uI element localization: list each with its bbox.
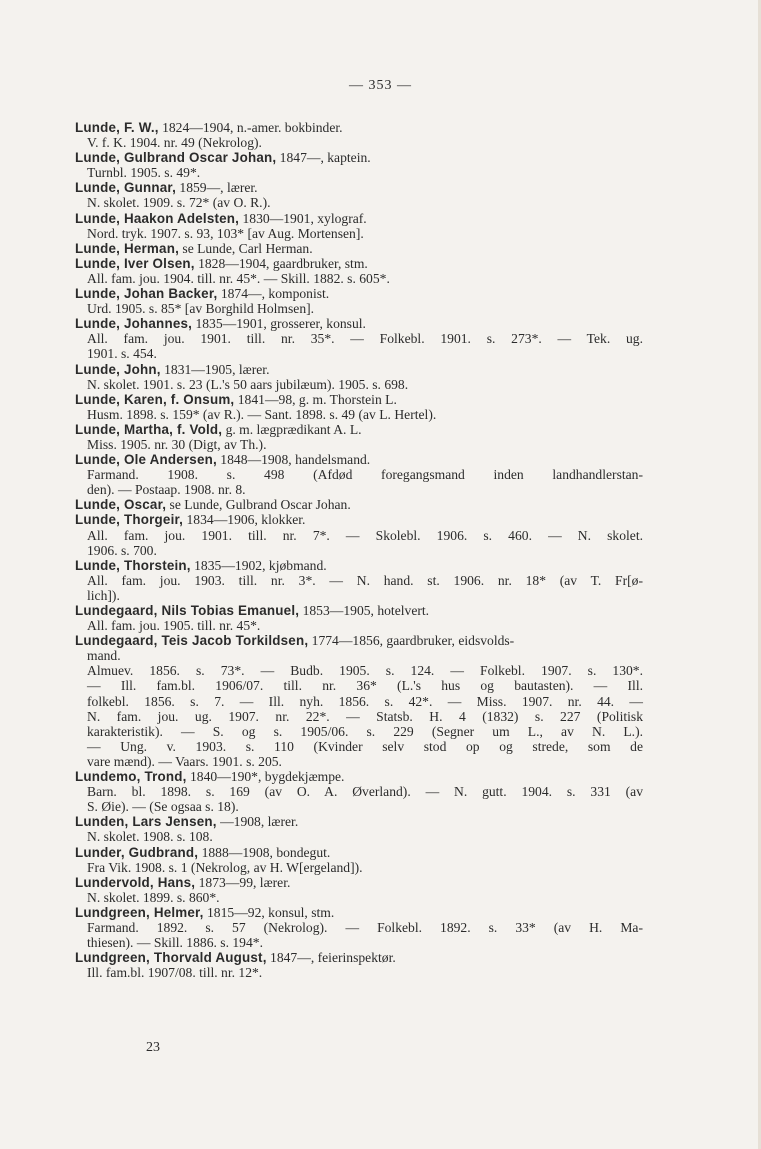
entry-reference-line: Barn. bl. 1898. s. 169 (av O. A. Øverland). — N. gutt. 1904. s. 331 (av — [87, 784, 643, 800]
entry-heading — [75, 286, 643, 301]
entry-reference-line: N. skolet. 1908. s. 108. — [87, 829, 213, 845]
entry-heading — [75, 845, 643, 860]
entry-heading — [75, 150, 643, 165]
entry-reference-line: thiesen). — Skill. 1886. s. 194*. — [87, 935, 263, 951]
entry-info: —1908, lærer. — [216, 814, 299, 830]
entry-name: Lundgreen, Helmer, — [75, 904, 204, 920]
entry-reference-line: N. skolet. 1901. s. 23 (L.'s 50 aars jubilæum). 1905. s. 698. — [87, 376, 409, 392]
entry — [75, 769, 643, 814]
entry-heading — [75, 558, 643, 573]
entry-reference-line: All. fam. jou. 1905. till. nr. 45*. — [87, 618, 261, 634]
entry-name: Lundegaard, Nils Tobias Emanuel, — [75, 603, 300, 618]
entry-name: Lunde, John, — [75, 361, 161, 377]
entry-heading — [75, 180, 643, 195]
entry-name: Lunde, Ole Andersen, — [75, 452, 217, 468]
entry-reference-line: Ill. fam.bl. 1907/08. till. nr. 12*. — [87, 965, 263, 981]
entry-info: 1847—, feierinspektør. — [266, 950, 396, 966]
entry-info: 1874—, komponist. — [217, 286, 330, 302]
entry-name: Lundegaard, Teis Jacob Torkildsen, — [75, 633, 309, 649]
entry-reference-line: — Ung. v. 1903. s. 110 (Kvinder selv stod op og strede, som de — [87, 738, 643, 754]
entry-info: 1824—1904, n.-amer. bokbinder. — [158, 120, 343, 135]
entry-reference-line: lich]). — [87, 587, 120, 603]
entry-info: 1834—1906, klokker. — [183, 512, 306, 528]
entry-heading — [75, 950, 643, 965]
entry — [75, 497, 643, 512]
entry-reference-line: Miss. 1905. nr. 30 (Digt, av Th.). — [87, 436, 267, 452]
entry-reference-line: N. skolet. 1909. s. 72* (av O. R.). — [87, 195, 271, 211]
entry-name: Lunde, Oscar, — [75, 497, 167, 513]
entry-name: Lundervold, Hans, — [75, 874, 196, 890]
entry-info: 1853—1905, hotelvert. — [299, 603, 430, 618]
entry — [75, 241, 643, 256]
entry-name: Lunde, Johannes, — [75, 316, 193, 332]
entry-info: 1831—1905, lærer. — [160, 361, 270, 377]
entry-info: 1835—1902, kjøbmand. — [190, 557, 327, 573]
entry-reference-line: Urd. 1905. s. 85* [av Borghild Holmsen]. — [87, 301, 315, 317]
entry-reference-line: Turnbl. 1905. s. 49*. — [87, 165, 201, 181]
entry-heading — [75, 875, 643, 890]
entry-reference-line: — Ill. fam.bl. 1906/07. till. nr. 36* (L.'s hus og bautasten). — Ill. — [87, 678, 643, 694]
entry-info: 1828—1904, gaardbruker, stm. — [194, 255, 368, 271]
entry-heading — [75, 633, 643, 648]
entry — [75, 814, 643, 844]
entry-reference-line: S. Øie). — (Se ogsaa s. 18). — [87, 799, 239, 815]
entry-heading — [75, 603, 643, 618]
entry-name: Lunde, Herman, — [75, 240, 179, 256]
entry — [75, 845, 643, 875]
entry — [75, 392, 643, 422]
entry — [75, 875, 643, 905]
entry — [75, 120, 643, 150]
entry-reference-line: All. fam. jou. 1903. till. nr. 3*. — N. hand. st. 1906. nr. 18* (av T. Fr[ø- — [87, 572, 643, 588]
entry-info: 1873—99, lærer. — [195, 874, 291, 890]
entry-info: 1859—, lærer. — [176, 180, 258, 196]
entry — [75, 180, 643, 210]
entry-info: 1847—, kaptein. — [276, 150, 371, 166]
entry — [75, 286, 643, 316]
entry-info: 1835—1901, grosserer, konsul. — [192, 316, 366, 332]
entry-name: Lunde, Thorgeir, — [75, 512, 184, 528]
entry — [75, 150, 643, 180]
entry — [75, 316, 643, 361]
entry-name: Lunde, Martha, f. Vold, — [75, 421, 223, 437]
entry-info: 1848—1908, handelsmand. — [216, 452, 371, 468]
entry-heading — [75, 905, 643, 920]
entry-heading — [75, 316, 643, 331]
entry-reference-line: Nord. tryk. 1907. s. 93, 103* [av Aug. Mortensen]. — [87, 225, 364, 241]
entry — [75, 211, 643, 241]
entry-info: 1840—190*, bygdekjæmpe. — [186, 769, 345, 785]
entry-name: Lunde, F. W., — [75, 120, 159, 135]
entry-name: Lunde, Karen, f. Onsum, — [75, 391, 235, 407]
entry-reference-line: den). — Postaap. 1908. nr. 8. — [87, 482, 246, 498]
entry — [75, 422, 643, 452]
entry-name: Lunde, Haakon Adelsten, — [75, 210, 240, 226]
entry-name: Lunde, Johan Backer, — [75, 286, 218, 302]
entry-info: 1841—98, g. m. Thorstein L. — [234, 391, 397, 407]
entry-reference-line: All. fam. jou. 1904. till. nr. 45*. — Skill. 1882. s. 605*. — [87, 270, 390, 286]
entry-name: Lunde, Gunnar, — [75, 180, 176, 196]
page-number: — 353 — — [349, 78, 412, 93]
entry-heading — [75, 120, 643, 135]
entry — [75, 452, 643, 497]
entry — [75, 603, 643, 633]
entry-heading — [75, 422, 643, 437]
entry-info: 1815—92, konsul, stm. — [203, 904, 335, 920]
entry-reference-line: Husm. 1898. s. 159* (av R.). — Sant. 1898. s. 49 (av L. Hertel). — [87, 406, 437, 422]
entry — [75, 256, 643, 286]
entry-heading — [75, 512, 643, 527]
entry-heading-continuation: mand. — [87, 648, 121, 664]
entry-reference-line: N. fam. jou. ug. 1907. nr. 22*. — Statsb. H. 4 (1832) s. 227 (Politisk — [87, 708, 643, 724]
entry-reference-line: karakteristik). — S. og s. 1905/06. s. 229 (Segner um L., av N. L.). — [87, 723, 643, 739]
entry-list — [75, 120, 643, 980]
entry-reference-line: Farmand. 1908. s. 498 (Afdød foregangsmand inden landhandlerstan- — [87, 467, 643, 483]
entry-heading — [75, 211, 643, 226]
entry-heading — [75, 814, 643, 829]
entry-info: 1830—1901, xylograf. — [239, 210, 367, 226]
signature-mark: 23 — [146, 1040, 160, 1055]
entry-reference-line: Farmand. 1892. s. 57 (Nekrolog). — Folkebl. 1892. s. 33* (av H. Ma- — [87, 919, 643, 935]
entry-reference-line: 1906. s. 700. — [87, 542, 157, 558]
entry-reference-line: Almuev. 1856. s. 73*. — Budb. 1905. s. 124. — Folkebl. 1907. s. 130*. — [87, 663, 643, 679]
entry — [75, 512, 643, 557]
entry — [75, 950, 643, 980]
entry-reference-line: folkebl. 1856. s. 7. — Ill. nyh. 1856. s. 42*. — Miss. 1907. nr. 44. — — [87, 693, 643, 709]
entry-heading — [75, 362, 643, 377]
entry-name: Lunde, Gulbrand Oscar Johan, — [75, 150, 277, 166]
entry-name: Lundgreen, Thorvald August, — [75, 950, 267, 966]
entry-reference-line: N. skolet. 1899. s. 860*. — [87, 889, 220, 905]
entry-heading — [75, 392, 643, 407]
entry-name: Lunde, Iver Olsen, — [75, 255, 195, 271]
entry-heading — [75, 241, 643, 256]
entry-reference-line: vare mænd). — Vaars. 1901. s. 205. — [87, 753, 282, 769]
entry-reference-line: All. fam. jou. 1901. till. nr. 35*. — Folkebl. 1901. s. 273*. — Tek. ug. — [87, 331, 643, 347]
entry-heading — [75, 769, 643, 784]
entry-name: Lundemo, Trond, — [75, 769, 187, 785]
entry-heading — [75, 256, 643, 271]
entry-info: se Lunde, Gulbrand Oscar Johan. — [166, 497, 351, 513]
entry-name: Lunder, Gudbrand, — [75, 844, 199, 860]
entry-reference-line: 1901. s. 454. — [87, 346, 157, 362]
entry-reference-line: All. fam. jou. 1901. till. nr. 7*. — Skolebl. 1906. s. 460. — N. skolet. — [87, 527, 643, 543]
entry — [75, 905, 643, 950]
entry-reference-line: Fra Vik. 1908. s. 1 (Nekrolog, av H. W[ergeland]). — [87, 859, 363, 875]
entry-info: se Lunde, Carl Herman. — [179, 240, 313, 256]
entry-info: 1888—1908, bondegut. — [198, 844, 331, 860]
entry-reference-line: V. f. K. 1904. nr. 49 (Nekrolog). — [87, 135, 262, 151]
entry — [75, 362, 643, 392]
entry-info: g. m. lægprædikant A. L. — [222, 421, 362, 437]
entry-name: Lunde, Thorstein, — [75, 557, 191, 573]
entry-name: Lunden, Lars Jensen, — [75, 814, 217, 830]
entry-info: 1774—1856, gaardbruker, eidsvolds- — [308, 633, 515, 649]
entry — [75, 633, 643, 769]
entry-heading — [75, 452, 643, 467]
entry-heading — [75, 497, 643, 512]
entry — [75, 558, 643, 603]
